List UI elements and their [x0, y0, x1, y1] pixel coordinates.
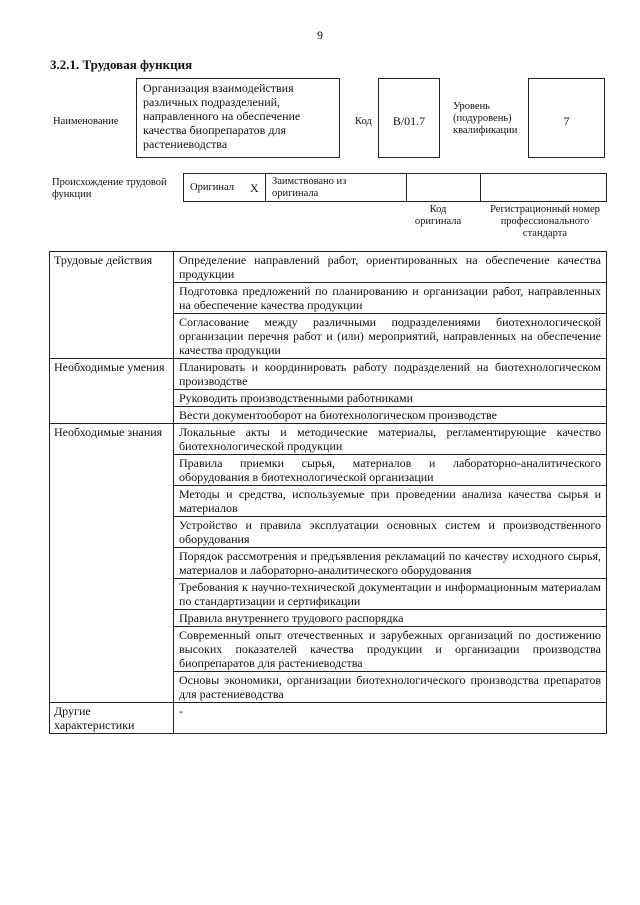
section-label-cont	[50, 283, 174, 314]
table-row	[50, 252, 607, 283]
origin-divider-3	[480, 174, 481, 201]
table-row	[50, 579, 607, 610]
section-item: Определение направлений работ, ориентированных на обеспечение качества продукции	[174, 252, 607, 283]
origin-code-label: Код оригинала	[414, 204, 462, 227]
level-value: 7	[563, 114, 570, 128]
table-row	[50, 610, 607, 627]
table-row	[50, 672, 607, 703]
origin-original-mark: X	[250, 181, 259, 195]
table-row	[50, 517, 607, 548]
table-row	[50, 455, 607, 486]
section-item: Правила внутреннего трудового распорядка	[174, 610, 607, 627]
section-label-cont	[50, 517, 174, 548]
table-row	[50, 424, 607, 455]
table-row	[50, 548, 607, 579]
table-row	[50, 283, 607, 314]
section-label-cont	[50, 672, 174, 703]
table-row	[50, 359, 607, 390]
code-value: B/01.7	[392, 114, 426, 128]
origin-borrowed-label: Заимствовано из оригинала	[272, 176, 347, 199]
table-row	[50, 390, 607, 407]
section-title: 3.2.1. Трудовая функция	[50, 57, 193, 72]
section-item: Подготовка предложений по планированию и организации работ, направленных на обеспечение качества продукции	[174, 283, 607, 314]
section-label-cont	[50, 610, 174, 627]
section-label-cont	[50, 407, 174, 424]
section-item: Устройство и правила эксплуатации основных систем и производственного оборудования	[174, 517, 607, 548]
section-item: Вести документооборот на биотехнологическом производстве	[174, 407, 607, 424]
section-item: -	[174, 703, 607, 734]
origin-original-label: Оригинал	[190, 182, 234, 193]
origin-reg-number-label: Регистрационный номер профессионального стандарта	[490, 204, 600, 239]
function-table	[49, 251, 607, 734]
section-label: Необходимые умения	[50, 359, 174, 390]
section-label-cont	[50, 486, 174, 517]
section-label: Другие характеристики	[50, 703, 174, 734]
section-item: Правила приемки сырья, материалов и лабораторно-аналитического оборудования в биотехнологической организации	[174, 455, 607, 486]
level-label: Уровень (подуровень) квалификации	[453, 101, 518, 136]
section-item: Порядок рассмотрения и предъявления рекламаций по качеству исходного сырья, материалов и лабораторно-аналитического оборудования	[174, 548, 607, 579]
table-row	[50, 486, 607, 517]
section-item: Современный опыт отечественных и зарубежных организаций по достижению высоких показателей качества продукции и организации производства биопрепаратов для растениеводства	[174, 627, 607, 672]
table-row	[50, 627, 607, 672]
section-item: Требования к научно-технической документации и информационным материалам по стандартизации и сертификации	[174, 579, 607, 610]
origin-table	[183, 173, 607, 202]
section-label-cont	[50, 627, 174, 672]
section-label-cont	[50, 390, 174, 407]
section-item: Методы и средства, используемые при проведении анализа качества сырья и материалов	[174, 486, 607, 517]
section-item: Руководить производственными работниками	[174, 390, 607, 407]
code-value-box	[378, 78, 440, 158]
section-item: Локальные акты и методические материалы, регламентирующие качество биотехнологической продукции	[174, 424, 607, 455]
section-label-cont	[50, 455, 174, 486]
section-item: Согласование между различными подразделениями биотехнологической организации перечня работ и (или) мероприятий, направленных на обеспечение качества продукции	[174, 314, 607, 359]
origin-divider-2	[406, 174, 407, 201]
page-number: 9	[317, 28, 323, 42]
table-row	[50, 407, 607, 424]
table-row	[50, 314, 607, 359]
origin-label: Происхождение трудовой функции	[52, 177, 167, 200]
section-item: Планировать и координировать работу подразделений на биотехнологическом производстве	[174, 359, 607, 390]
origin-divider-1	[265, 174, 266, 201]
section-label: Необходимые знания	[50, 424, 174, 455]
section-item: Основы экономики, организации биотехнологического производства препаратов для растениеводства	[174, 672, 607, 703]
name-label: Наименование	[53, 116, 119, 127]
code-label: Код	[355, 116, 372, 127]
section-label-cont	[50, 314, 174, 359]
section-label-cont	[50, 548, 174, 579]
table-row	[50, 703, 607, 734]
level-value-box	[528, 78, 605, 158]
section-label: Трудовые действия	[50, 252, 174, 283]
name-value-box	[136, 78, 340, 158]
name-value: Организация взаимодействия различных подразделений, направленного на обеспечение качества биопрепаратов для растениеводства	[143, 81, 301, 151]
section-label-cont	[50, 579, 174, 610]
